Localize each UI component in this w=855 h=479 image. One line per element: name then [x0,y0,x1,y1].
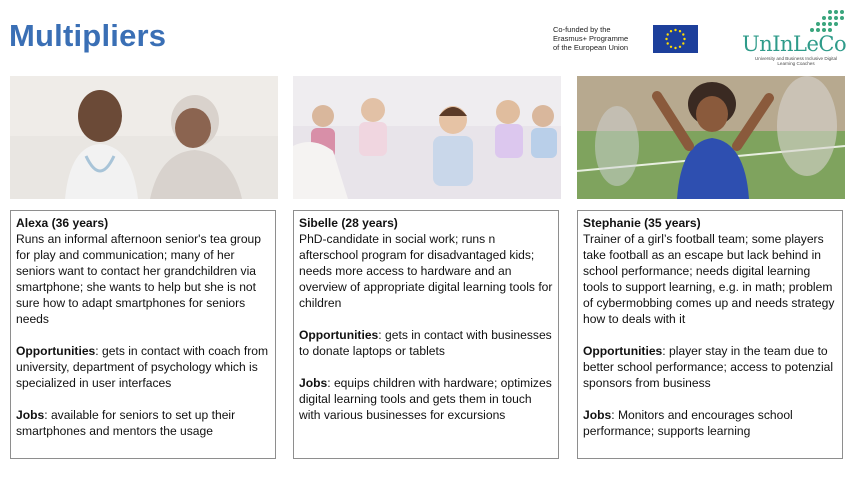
persona-name: Alexa (36 years) [16,216,109,230]
photo-football-player [577,76,845,199]
logo-dots-icon [786,8,850,34]
eu-text-line-1: Co-funded by the [553,25,611,34]
eu-text-line-3: of the European Union [553,43,629,52]
eu-cofunding-text [553,25,653,52]
jobs-text: : available for seniors to set up their smartphones and mentors the usage [16,408,236,438]
persona-name: Stephanie (35 years) [583,216,701,230]
persona-jobs [583,407,837,439]
opportunities-text: : gets in contact with coach from university, department of psychology which is specialized in user interfaces [16,344,269,390]
page-title: Multipliers [9,18,167,53]
opportunities-text: : gets in contact with businesses to donate laptops or tablets [299,328,552,358]
jobs-label: Jobs [583,408,612,422]
persona-card-stephanie [577,210,843,459]
persona-opportunities [583,343,837,391]
persona-opportunities [299,327,553,359]
opportunities-label: Opportunities [16,344,96,358]
opportunities-label: Opportunities [583,344,663,358]
jobs-label: Jobs [16,408,45,422]
jobs-text: : equips children with hardware; optimizes digital learning tools and gets them in touch with various businesses for excursions [299,376,552,422]
eu-flag-icon [653,25,698,53]
persona-name: Sibelle (28 years) [299,216,398,230]
persona-jobs [16,407,270,439]
logo-wordmark: UnInLeCo [742,32,847,56]
eu-text-line-2: Erasmus+ Programme [553,34,629,43]
jobs-label: Jobs [299,376,328,390]
persona-description: PhD-candidate in social work; runs n afterschool program for disadvantaged kids; needs more access to hardware and an overview of appropriate digital learning tools for children [299,232,553,310]
persona-jobs [299,375,553,423]
opportunities-label: Opportunities [299,328,379,342]
persona-description: Trainer of a girl’s football team; some players take football as an escape but lack behind in school performance; needs digital learning tools to support learning, e.g. in math; problem of cybermobbing comes up and needs strategy how to deals with it [583,232,835,326]
persona-description: Runs an informal afternoon senior's tea group for play and communication; many of her seniors want to contact her grandchildren via smartphone; she wants to help but she is not sure how to adapt smartphones for seniors needs [16,232,261,326]
jobs-text: : Monitors and encourages school performance; supports learning [583,408,793,438]
opportunities-text: : player stay in the team due to better school performance; access to potenzial sponsors from business [583,344,834,390]
persona-card-sibelle [293,210,559,459]
logo-subtitle: University and Business Inclusive Digital Learning Coaches [754,56,838,66]
uninleco-logo [742,8,850,70]
persona-card-alexa [10,210,276,459]
photo-caregiver-senior [10,76,278,199]
persona-opportunities [16,343,270,391]
photo-children-classroom [293,76,561,199]
